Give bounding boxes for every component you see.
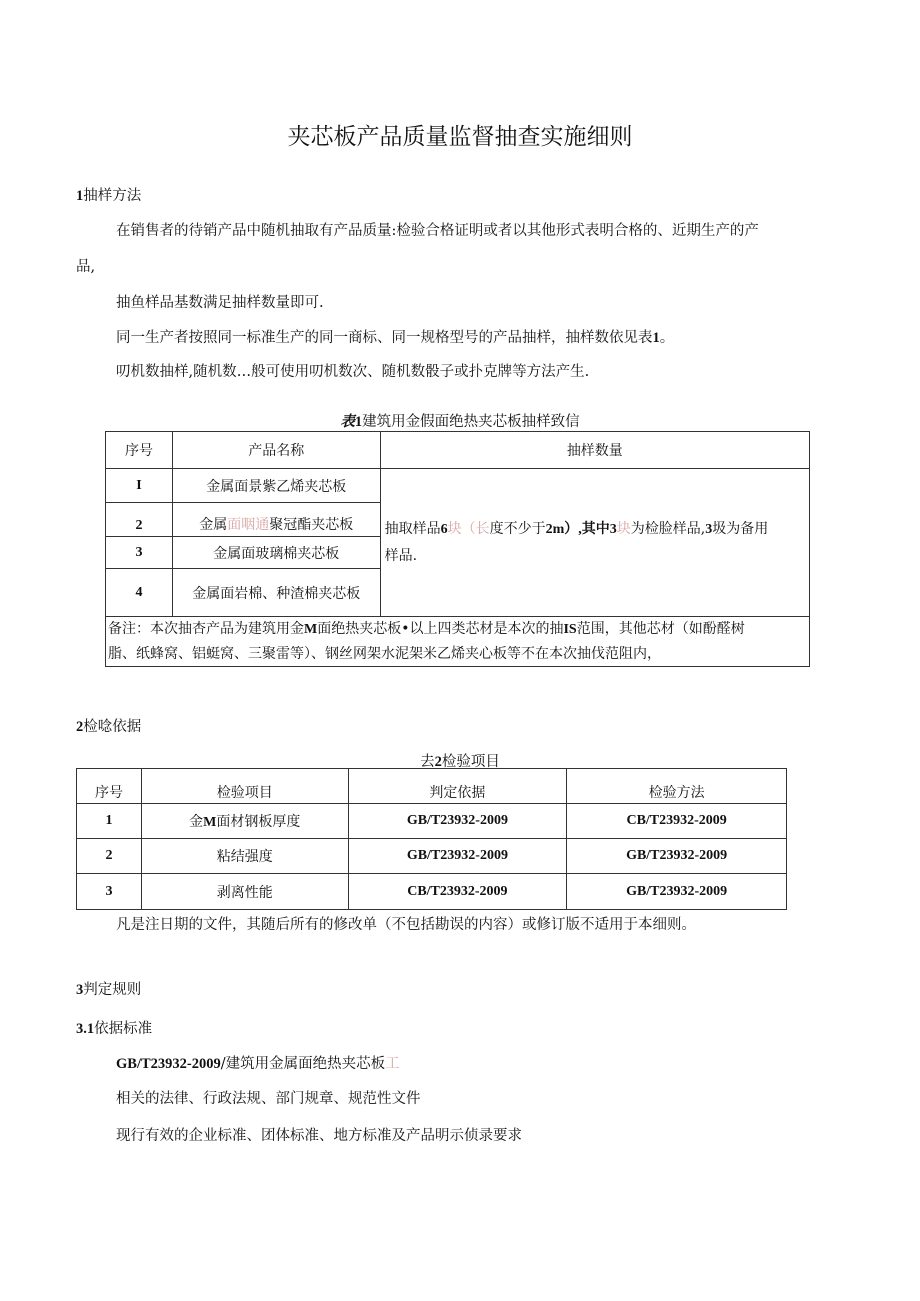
paragraph: 凡是注日期的文件，其随后所有的修改单（不包括勘误的内容）或修订版不适用于本细则。 (116, 917, 696, 933)
caption-prefix: 去 (420, 754, 435, 770)
row-number: 2 (77, 839, 142, 874)
row-number: I (106, 469, 173, 503)
header-cell: 抽样数量 (380, 432, 809, 469)
header-cell: 序号 (106, 432, 173, 469)
text: 抽取样品 (384, 521, 441, 537)
row-number: 2 (106, 503, 173, 537)
paragraph-continuation: 品, (76, 259, 96, 275)
text: 样品. (384, 548, 418, 564)
table-row (77, 804, 787, 839)
standard-line (116, 1052, 400, 1073)
paragraph (116, 326, 674, 347)
text: M (203, 815, 217, 830)
subsection-number: 3.1 (76, 1021, 95, 1037)
row-number: 3 (106, 537, 173, 569)
text: 工 (385, 1056, 400, 1072)
product-name: 金属面景紫乙烯夹芯板 (172, 469, 380, 503)
text: 为检脸样品, (630, 521, 706, 537)
table-note (106, 617, 810, 667)
value: 2m (545, 522, 565, 537)
caption-text: 检验项目 (441, 754, 500, 770)
table-header-row (77, 769, 787, 804)
standard-title: /建筑用金属面绝热夹芯板 (220, 1056, 386, 1072)
text: 。 (659, 330, 675, 346)
text: 块（长 (447, 521, 490, 537)
product-name: 金属面玻璃棉夹芯板 (172, 537, 380, 569)
header-cell: 判定依据 (348, 769, 567, 804)
text: 面绝热夹芯板•以上四类芯材是本次的抽 (317, 621, 564, 637)
section-number: 2 (76, 719, 84, 735)
caption-text: 建筑用金假面绝热夹芯板抽样致信 (362, 414, 580, 430)
inspection-item: 剥离性能 (141, 874, 348, 910)
row-number: 1 (77, 804, 142, 839)
test-method: GB/T23932-2009 (567, 839, 787, 874)
page-title: 夹芯板产品质量监督抽查实施细则 (287, 124, 633, 150)
test-method: CB/T23932-2009 (567, 804, 787, 839)
judgment-basis: GB/T23932-2009 (348, 839, 567, 874)
table-1-caption (0, 410, 920, 431)
header-cell: 检验方法 (567, 769, 787, 804)
row-number: 3 (77, 874, 142, 910)
text: 脂、纸蜂窝、铝蜓窝、三聚雷等）、钢丝网架水泥架米乙烯夹心板等不在本次抽伐范阻内， (108, 646, 661, 662)
table-row (77, 874, 787, 910)
value: 3 (705, 522, 713, 537)
paragraph: 抽鱼样品基数满足抽样数量即可. (116, 295, 324, 311)
text: IS (563, 622, 577, 637)
section-number: 1 (76, 188, 84, 204)
paragraph: 相关的法律、行政法规、部门规章、规范性文件 (116, 1091, 421, 1107)
judgment-basis: CB/T23932-2009 (348, 874, 567, 910)
subsection-heading (76, 1017, 152, 1038)
value: 6 (440, 522, 448, 537)
product-name (172, 503, 380, 537)
row-number: 4 (106, 569, 173, 617)
section-title: 判定规则 (83, 982, 142, 998)
text: ）,其中 (564, 522, 610, 537)
caption-number: 2 (434, 754, 442, 770)
text: 金属 (199, 517, 228, 533)
inspection-items-table (76, 768, 787, 910)
caption-number: 1 (354, 414, 363, 430)
caption-prefix: 表 (340, 414, 355, 430)
sample-quantity-cell (380, 469, 809, 617)
header-cell: 产品名称 (172, 432, 380, 469)
text: 面咽通 (227, 517, 270, 533)
value: 3 (609, 522, 617, 537)
section-title: 抽样方法 (83, 188, 142, 204)
table-row (106, 469, 810, 503)
table-header-row (106, 432, 810, 469)
standard-code: GB/T23932-2009 (116, 1056, 221, 1072)
text: 度不少于 (489, 521, 546, 537)
text: 同一生产者按照同一标准生产的同一商标、同一规格型号的产品抽样，抽样数依见表 (116, 330, 653, 346)
paragraph: 在销售者的待销产品中随机抽取有产品质量:检验合格证明或者以其他形式表明合格的、近期生产的产 (116, 223, 759, 239)
product-name: 金属面岩棉、种渣棉夹芯板 (172, 569, 380, 617)
text: 圾为备用 (712, 521, 769, 537)
sampling-table (105, 431, 810, 667)
table-row (77, 839, 787, 874)
test-method: GB/T23932-2009 (567, 874, 787, 910)
text: 范围，其他芯材（如酚醛树 (576, 621, 745, 637)
text: 金 (189, 814, 204, 830)
text: 面材钢板厚度 (216, 814, 301, 830)
section-3-heading (76, 978, 141, 999)
inspection-item (141, 804, 348, 839)
text: 聚冠酯夹芯板 (269, 517, 354, 533)
section-1-heading (76, 184, 141, 205)
judgment-basis: GB/T23932-2009 (348, 804, 567, 839)
text: M (304, 622, 318, 637)
table-ref: 1 (652, 330, 660, 346)
table-note-row (106, 617, 810, 667)
text: 块 (616, 521, 631, 537)
section-title: 检唸依据 (83, 719, 142, 735)
section-2-heading (76, 715, 141, 736)
subsection-title: 依据标准 (94, 1021, 153, 1037)
section-number: 3 (76, 982, 84, 998)
paragraph: 叨机数抽样,随机数…般可使用叨机数次、随机数骰子或扑克牌等方法产生. (116, 364, 590, 380)
inspection-item: 粘结强度 (141, 839, 348, 874)
header-cell: 检验项目 (141, 769, 348, 804)
text: 备注：本次抽杏产品为建筑用金 (108, 621, 304, 637)
paragraph: 现行有效的企业标准、团体标准、地方标准及产品明示侦录要求 (116, 1128, 522, 1144)
header-cell: 序号 (77, 769, 142, 804)
